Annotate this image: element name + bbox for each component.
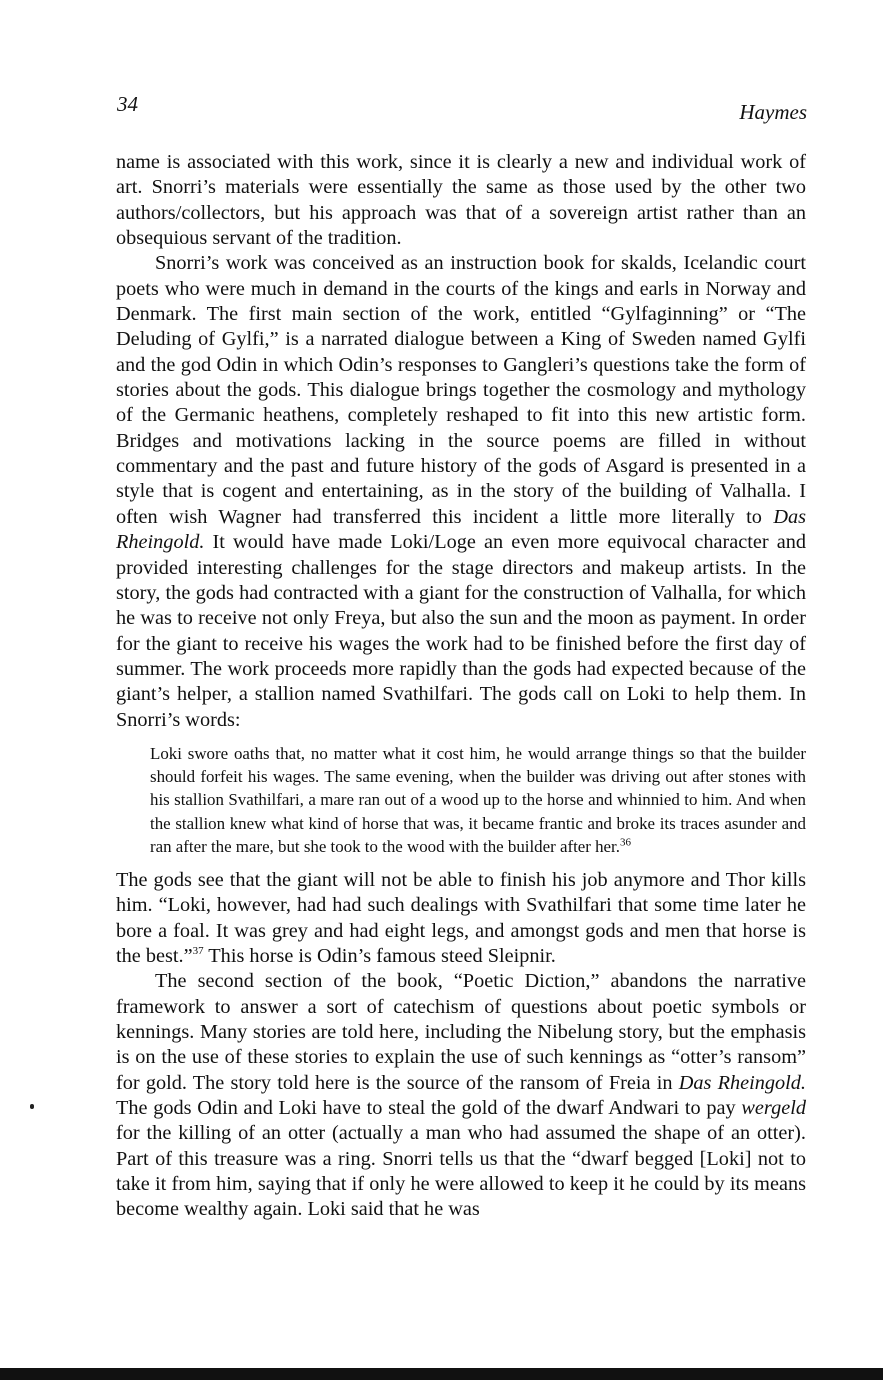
work-title: Das Rheingold.: [116, 505, 806, 554]
paragraph-2-text-b: It would have made Loki/Loge an even more equivocal character and provided interesting challenges for the stage directors and makeup artists. In the story, the gods had contracted with a giant for the construction of Valhalla, for which he was to receive not only Freya, but also the sun and the moon as payment. In order for the giant to receive his wages the work had to be finished before the first day of summer. The work proceeds more rapidly than the gods had expected because of the giant’s helper, a stallion named Svathilfari. The gods call on Loki to help them. In Snorri’s words:: [116, 531, 806, 731]
block-quote: [150, 742, 806, 858]
paragraph-1: [116, 150, 806, 251]
work-title: Das Rheingold.: [678, 1071, 807, 1094]
paragraph-4: [116, 969, 806, 1222]
footnote-marker: 37: [192, 945, 204, 958]
paragraph-3-text-a: The gods see that the giant will not be able to finish his job anymore and Thor kills him. “Loki, however, had had such dealings with Svathilfari that some time later he bore a foal. It was grey and had eight legs, and amongst gods and men that horse is the best.”: [116, 868, 806, 967]
footnote-marker: 36: [619, 836, 631, 849]
paragraph-2: [116, 251, 806, 733]
term-wergeld: wergeld: [741, 1097, 806, 1120]
paragraph-4-text-c: for the killing of an otter (actually a man who had assumed the shape of an otter). Part of this treasure was a ring. Snorri tells us that the “dwarf begged [Loki] not to take it from him, saying that if only he were allowed to keep it he could by its means become wealthy again. Loki said that he was: [116, 1122, 806, 1221]
scan-speck: [30, 1104, 34, 1109]
paragraph-1-text: name is associated with this work, since it is clearly a new and individual work of art. Snorri’s materials were essentially the same as those used by the other two authors/collectors, but his approach was that of a sovereign artist rather than an obsequious servant of the tradition.: [116, 151, 806, 250]
paragraph-3: [116, 868, 806, 969]
block-quote-text: Loki swore oaths that, no matter what it cost him, he would arrange things so that the builder should forfeit his wages. The same evening, when the builder was driving out after stones with his stallion Svathilfari, a mare ran out of a wood up to the horse and whinnied to him. And when the stallion knew what kind of horse that was, it became frantic and broke its traces asunder and ran after the mare, but she took to the wood with the builder after her.: [150, 743, 806, 856]
paragraph-4-text-b: The gods Odin and Loki have to steal the gold of the dwarf Andwari to pay: [116, 1097, 742, 1120]
scan-bottom-border: [0, 1368, 883, 1380]
paragraph-3-text-b: This horse is Odin’s famous steed Sleipnir.: [203, 944, 556, 967]
running-head: Haymes: [739, 100, 807, 124]
paragraph-4-text-a: The second section of the book, “Poetic Diction,” abandons the narrative framework to answer a sort of catechism of questions about poetic symbols or kennings. Many stories are told here, including the Nibelung story, but the emphasis is on the use of these stories to explain the use of such kennings as “otter’s ransom” for gold. The story told here is the source of the ransom of Freia in: [116, 970, 806, 1094]
page-number: 34: [117, 92, 138, 116]
paragraph-2-text-a: Snorri’s work was conceived as an instruction book for skalds, Icelandic court poets who were much in demand in the courts of the kings and earls in Norway and Denmark. The first main section of the work, entitled “Gylfaginning” or “The Deluding of Gylfi,” is a narrated dialogue between a King of Sweden named Gylfi and the god Odin in which Odin’s responses to Gangleri’s questions take the form of stories about the gods. This dialogue brings together the cosmology and mythology of the Germanic heathens, completely reshaped to fit into this new artistic form. Bridges and motivations lacking in the source poems are filled in without commentary and the past and future history of the gods of Asgard is presented in a style that is cogent and entertaining, as in the story of the building of Valhalla. I often wish Wagner had transferred this incident a little more literally to: [116, 252, 806, 528]
body-text: [116, 150, 806, 1223]
